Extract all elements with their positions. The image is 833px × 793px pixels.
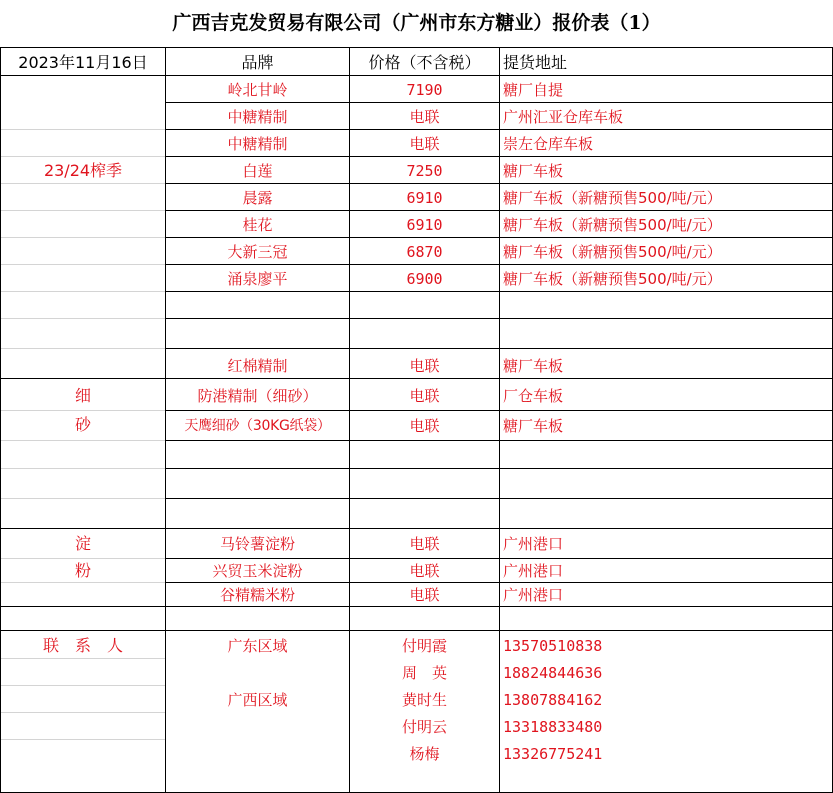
contact-region: 广西区域 bbox=[227, 691, 288, 709]
brand-cell: 大新三冠 bbox=[227, 243, 288, 261]
grid-line bbox=[0, 156, 165, 157]
contact-name: 付明霞 bbox=[401, 637, 447, 655]
grid-line bbox=[0, 129, 165, 130]
price-cell: 电联 bbox=[409, 535, 440, 553]
price-cell: 6910 bbox=[406, 216, 443, 234]
address-cell: 广州港口 bbox=[503, 535, 564, 553]
brand-cell: 马铃薯淀粉 bbox=[219, 535, 295, 553]
grid-line bbox=[0, 528, 833, 529]
section-starch-2: 粉 bbox=[74, 561, 91, 580]
brand-cell: 天鹰细砂（30KG纸袋） bbox=[184, 418, 331, 434]
section-starch-1: 淀 bbox=[74, 534, 91, 553]
price-cell: 6900 bbox=[406, 270, 443, 288]
grid-line bbox=[0, 378, 833, 379]
grid-line bbox=[0, 348, 165, 349]
price-cell: 7250 bbox=[406, 162, 443, 180]
contact-phone: 13807884162 bbox=[503, 691, 603, 709]
grid-line bbox=[0, 264, 165, 265]
price-cell: 6910 bbox=[406, 189, 443, 207]
address-cell: 糖厂车板 bbox=[503, 162, 564, 180]
address-cell: 糖厂车板 bbox=[503, 417, 564, 435]
price-cell: 电联 bbox=[409, 586, 440, 604]
brand-cell: 岭北甘岭 bbox=[227, 81, 288, 99]
section-season: 23/24榨季 bbox=[43, 161, 123, 180]
grid-line bbox=[0, 47, 833, 48]
section-fine-sugar-2: 砂 bbox=[74, 415, 91, 434]
section-fine-sugar-1: 细 bbox=[74, 386, 91, 405]
grid-line bbox=[0, 685, 165, 686]
grid-line bbox=[0, 318, 165, 319]
grid-line bbox=[0, 183, 165, 184]
contact-region: 广东区域 bbox=[227, 637, 288, 655]
brand-cell: 涌泉廖平 bbox=[227, 270, 288, 288]
price-cell: 7190 bbox=[406, 81, 443, 99]
header-brand: 品牌 bbox=[241, 53, 274, 72]
brand-cell: 晨露 bbox=[242, 189, 273, 207]
address-cell: 糖厂车板 bbox=[503, 357, 564, 375]
contact-name: 杨梅 bbox=[409, 745, 440, 763]
grid-line bbox=[0, 712, 165, 713]
price-cell: 6870 bbox=[406, 243, 443, 261]
grid-line bbox=[0, 468, 165, 469]
brand-cell: 兴贸玉米淀粉 bbox=[212, 562, 303, 580]
brand-cell: 中糖精制 bbox=[227, 135, 288, 153]
address-cell: 糖厂车板（新糖预售500/吨/元） bbox=[503, 270, 722, 288]
grid-line bbox=[0, 658, 165, 659]
header-date: 2023年11月16日 bbox=[18, 53, 148, 72]
grid-line bbox=[0, 237, 165, 238]
section-contact: 联 系 人 bbox=[42, 636, 123, 655]
grid-line bbox=[0, 606, 833, 607]
contact-phone: 18824844636 bbox=[503, 664, 603, 682]
brand-cell: 中糖精制 bbox=[227, 108, 288, 126]
contact-name: 付明云 bbox=[401, 718, 447, 736]
grid-line bbox=[0, 558, 165, 559]
address-cell: 广州港口 bbox=[503, 586, 564, 604]
grid-line bbox=[0, 75, 833, 76]
grid-line bbox=[0, 739, 165, 740]
header-address: 提货地址 bbox=[503, 53, 568, 72]
grid-line bbox=[0, 440, 165, 441]
brand-cell: 桂花 bbox=[242, 216, 273, 234]
contact-phone: 13326775241 bbox=[503, 745, 603, 763]
contact-phone: 13570510838 bbox=[503, 637, 603, 655]
address-cell: 崇左仓库车板 bbox=[503, 135, 594, 153]
contact-phone: 13318833480 bbox=[503, 718, 603, 736]
grid-line bbox=[0, 630, 833, 631]
brand-cell: 谷精糯米粉 bbox=[219, 586, 295, 604]
address-cell: 广州汇亚仓库车板 bbox=[503, 108, 624, 126]
address-cell: 糖厂车板（新糖预售500/吨/元） bbox=[503, 243, 722, 261]
address-cell: 糖厂车板（新糖预售500/吨/元） bbox=[503, 189, 722, 207]
header-price: 价格（不含税） bbox=[368, 53, 481, 72]
price-cell: 电联 bbox=[409, 357, 440, 375]
price-cell: 电联 bbox=[409, 417, 440, 435]
address-cell: 糖厂自提 bbox=[503, 81, 564, 99]
address-cell: 糖厂车板（新糖预售500/吨/元） bbox=[503, 216, 722, 234]
price-cell: 电联 bbox=[409, 387, 440, 405]
grid-line bbox=[0, 498, 165, 499]
grid-line bbox=[0, 582, 165, 583]
brand-cell: 红棉精制 bbox=[227, 357, 288, 375]
brand-cell: 白莲 bbox=[242, 162, 273, 180]
contact-name: 周 英 bbox=[401, 664, 447, 682]
grid-line bbox=[0, 210, 165, 211]
grid-line bbox=[0, 291, 165, 292]
price-cell: 电联 bbox=[409, 135, 440, 153]
price-cell: 电联 bbox=[409, 562, 440, 580]
address-cell: 广州港口 bbox=[503, 562, 564, 580]
brand-cell: 防港精制（细砂） bbox=[197, 387, 318, 405]
price-cell: 电联 bbox=[409, 108, 440, 126]
address-cell: 厂仓车板 bbox=[503, 387, 564, 405]
grid-line bbox=[0, 410, 165, 411]
page-title: 广西吉克发贸易有限公司（广州市东方糖业）报价表（1） bbox=[172, 12, 661, 34]
contact-name: 黄时生 bbox=[401, 691, 447, 709]
